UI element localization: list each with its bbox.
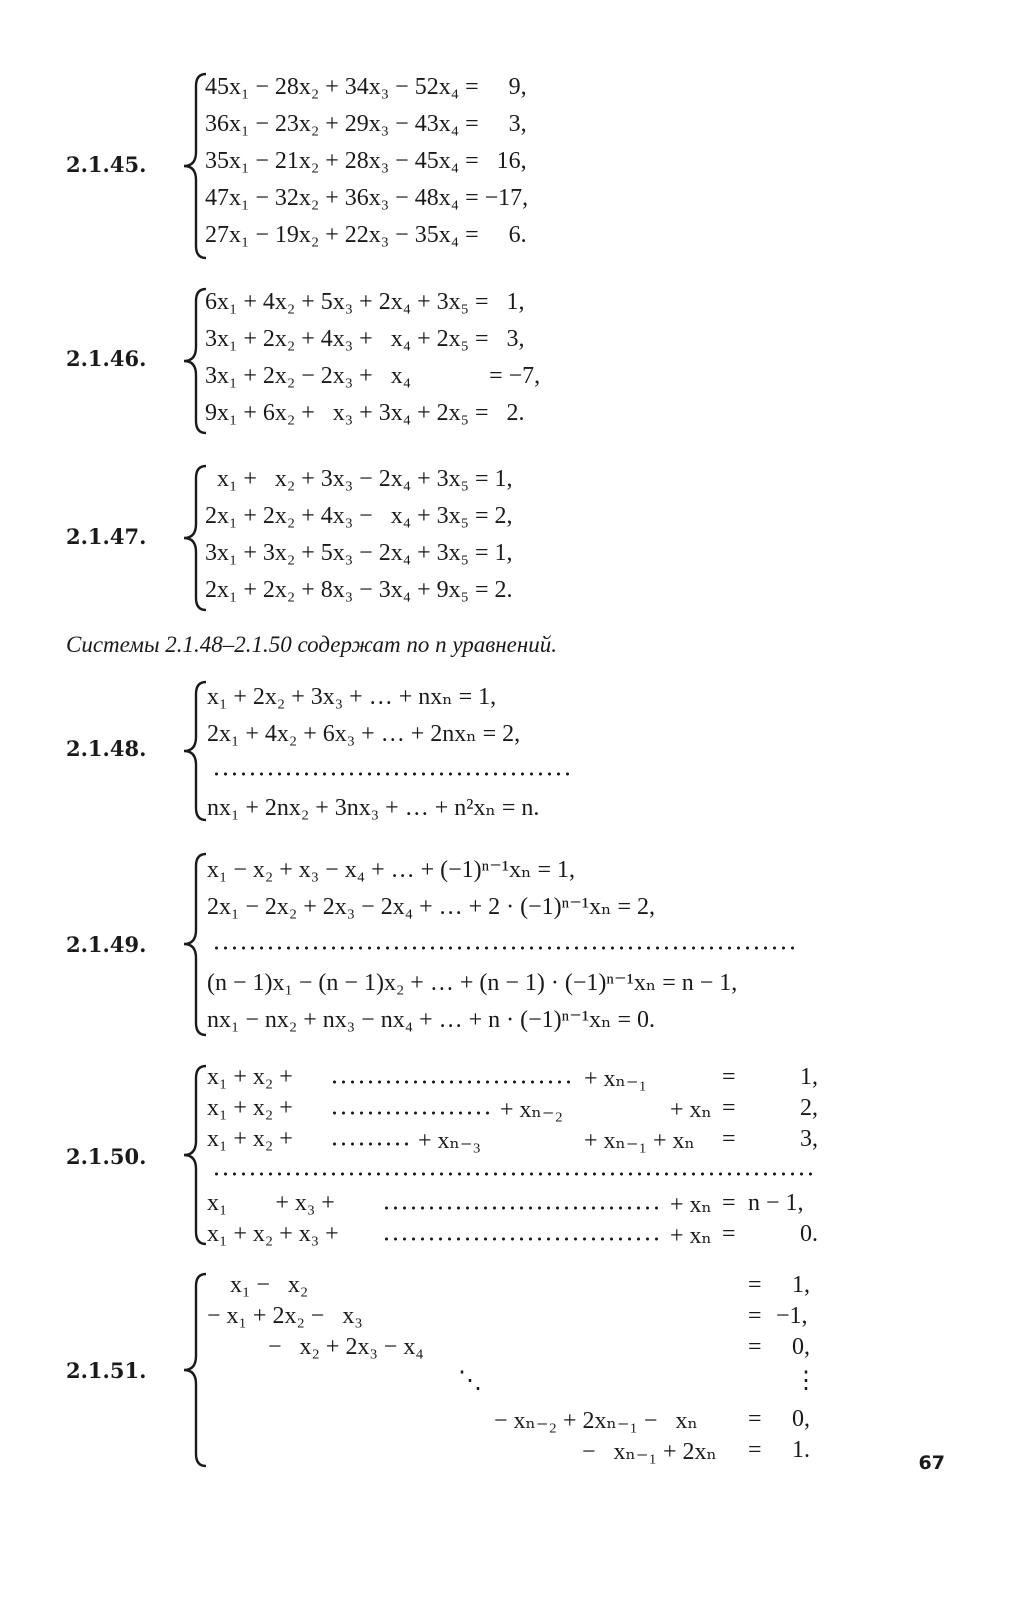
rhs-value: 0, xyxy=(792,1406,810,1432)
ellipsis-fill xyxy=(330,1080,574,1084)
equals-sign: = xyxy=(722,1221,736,1247)
equation-line: 3x₁ + 2x₂ + 4x₃ + x₄ + 2x₅ = 3, xyxy=(205,326,525,352)
equation-line: 45x₁ − 28x₂ + 34x₃ − 52x₄ = 9, xyxy=(205,74,527,100)
rhs-value: 2, xyxy=(800,1095,818,1121)
equation-line: x₁ + 2x₂ + 3x₃ + … + nxₙ = 1, xyxy=(207,684,497,710)
equation-term: + xₙ₋₁ + xₙ xyxy=(584,1128,695,1154)
rhs-value: 0. xyxy=(800,1221,818,1247)
equation-term: − x₂ + 2x₃ − x₄ xyxy=(268,1334,424,1360)
ellipsis-fill xyxy=(382,1206,662,1210)
equation-term: x₁ + x₂ + xyxy=(207,1095,293,1121)
equation-line: 27x₁ − 19x₂ + 22x₃ − 35x₄ = 6. xyxy=(205,222,527,248)
equation-term: x₁ + x₂ + xyxy=(207,1064,293,1090)
diagonal-dots: ⋱ xyxy=(458,1366,482,1394)
equals-sign: = xyxy=(748,1437,762,1463)
equation-line: 6x₁ + 4x₂ + 5x₃ + 2x₄ + 3x₅ = 1, xyxy=(205,289,525,315)
equation-term: + xₙ xyxy=(670,1192,712,1218)
equals-sign: = xyxy=(722,1190,736,1216)
rhs-value: 1, xyxy=(800,1064,818,1090)
problem-label-2-1-47: 2.1.47. xyxy=(66,524,147,549)
equation-line: 2x₁ − 2x₂ + 2x₃ − 2x₄ + … + 2 · (−1)ⁿ⁻¹xₙ = 2, xyxy=(207,894,655,920)
left-brace xyxy=(180,1064,210,1246)
problem-label-2-1-45: 2.1.45. xyxy=(66,152,147,177)
equation-term: + xₙ₋₃ xyxy=(418,1128,481,1154)
equation-line: x₁ + x₂ + 3x₃ − 2x₄ + 3x₅ = 1, xyxy=(205,466,513,492)
equation-term: x₁ + x₂ + xyxy=(207,1126,293,1152)
ellipsis-row xyxy=(212,772,574,776)
equation-term: − xₙ₋₂ + 2xₙ₋₁ − xₙ xyxy=(494,1408,698,1434)
equals-sign: = xyxy=(722,1126,736,1152)
equation-line: nx₁ + 2nx₂ + 3nx₃ + … + n²xₙ = n. xyxy=(207,795,540,821)
equation-line: 3x₁ + 3x₂ + 5x₃ − 2x₄ + 3x₅ = 1, xyxy=(205,540,513,566)
rhs-value: 1, xyxy=(792,1272,810,1298)
equation-line: 47x₁ − 32x₂ + 36x₃ − 48x₄ = −17, xyxy=(205,185,529,211)
problem-label-2-1-51: 2.1.51. xyxy=(66,1358,147,1383)
ellipsis-row xyxy=(212,946,796,950)
equation-line: 2x₁ + 2x₂ + 8x₃ − 3x₄ + 9x₅ = 2. xyxy=(205,577,513,603)
equation-term: − x₁ + 2x₂ − x₃ xyxy=(207,1303,363,1329)
equals-sign: = xyxy=(748,1272,762,1298)
rhs-value: 1. xyxy=(792,1437,810,1463)
equation-line: 2x₁ + 2x₂ + 4x₃ − x₄ + 3x₅ = 2, xyxy=(205,503,513,529)
equation-term: x₁ + x₂ + x₃ + xyxy=(207,1221,339,1247)
problem-label-2-1-46: 2.1.46. xyxy=(66,346,147,371)
left-brace xyxy=(180,852,210,1037)
equation-line: nx₁ − nx₂ + nx₃ − nx₄ + … + n · (−1)ⁿ⁻¹xₙ = 0. xyxy=(207,1007,655,1033)
equation-line: x₁ − x₂ + x₃ − x₄ + … + (−1)ⁿ⁻¹xₙ = 1, xyxy=(207,857,576,883)
equation-line: 9x₁ + 6x₂ + x₃ + 3x₄ + 2x₅ = 2. xyxy=(205,400,525,426)
rhs-value: 3, xyxy=(800,1126,818,1152)
equation-term: + xₙ xyxy=(670,1223,712,1249)
equals-sign: = xyxy=(748,1334,762,1360)
vertical-dots: ⋮ xyxy=(794,1366,818,1394)
left-brace xyxy=(180,680,210,822)
rhs-value: n − 1, xyxy=(748,1190,804,1216)
ellipsis-fill xyxy=(330,1142,410,1146)
section-caption: Системы 2.1.48–2.1.50 содержат по n уравнений. xyxy=(66,632,558,657)
ellipsis-fill xyxy=(382,1237,662,1241)
equation-line: 35x₁ − 21x₂ + 28x₃ − 45x₄ = 16, xyxy=(205,148,527,174)
page-number: 67 xyxy=(918,1452,945,1474)
equals-sign: = xyxy=(722,1064,736,1090)
problem-label-2-1-49: 2.1.49. xyxy=(66,932,147,957)
equation-term: x₁ + x₃ + xyxy=(207,1190,335,1216)
left-brace xyxy=(180,1272,210,1468)
problem-label-2-1-50: 2.1.50. xyxy=(66,1144,147,1169)
equation-line: 3x₁ + 2x₂ − 2x₃ + x₄ = −7, xyxy=(205,363,541,389)
rhs-value: −1, xyxy=(776,1303,808,1329)
ellipsis-row xyxy=(212,1172,816,1176)
equation-line: (n − 1)x₁ − (n − 1)x₂ + … + (n − 1) · (−1)ⁿ⁻¹xₙ = n − 1, xyxy=(207,970,738,996)
equals-sign: = xyxy=(748,1303,762,1329)
equals-sign: = xyxy=(722,1095,736,1121)
equation-line: 36x₁ − 23x₂ + 29x₃ − 43x₄ = 3, xyxy=(205,111,527,137)
equation-term: + xₙ₋₁ xyxy=(584,1066,647,1092)
equation-term: + xₙ xyxy=(670,1097,712,1123)
equation-term: − xₙ₋₁ + 2xₙ xyxy=(582,1439,717,1465)
equals-sign: = xyxy=(748,1406,762,1432)
problem-label-2-1-48: 2.1.48. xyxy=(66,736,147,761)
equation-term: + xₙ₋₂ xyxy=(500,1097,563,1123)
rhs-value: 0, xyxy=(792,1334,810,1360)
ellipsis-fill xyxy=(330,1111,492,1115)
equation-line: 2x₁ + 4x₂ + 6x₃ + … + 2nxₙ = 2, xyxy=(207,721,521,747)
equation-term: x₁ − x₂ xyxy=(230,1272,309,1298)
